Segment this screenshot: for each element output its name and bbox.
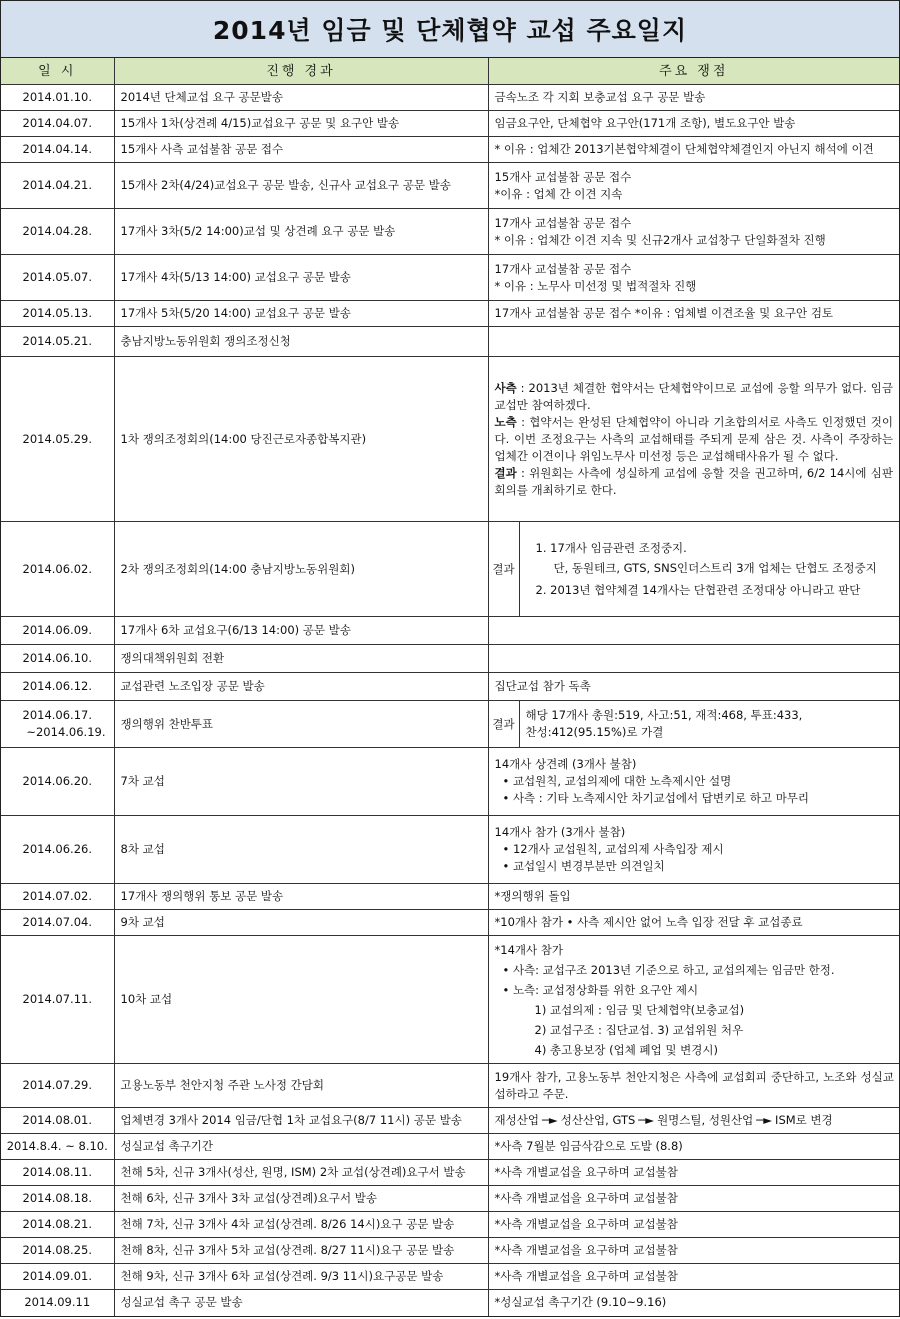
date-cell bbox=[1, 1290, 114, 1316]
date-text: 2014.04.28. bbox=[22, 224, 92, 238]
issues-cell bbox=[488, 1186, 899, 1212]
date-cell bbox=[1, 1064, 114, 1108]
issue-line: *사측 개별교섭을 요구하며 교섭불참 bbox=[494, 1243, 678, 1257]
date-cell bbox=[1, 522, 114, 617]
issue-line: * 이유 : 노무사 미선정 및 법적절차 진행 bbox=[494, 278, 697, 293]
progress-cell: 15개사 사측 교섭불참 공문 접수 bbox=[114, 137, 488, 163]
table-row bbox=[1, 301, 899, 327]
progress-cell: 15개사 1차(상견례 4/15)교섭요구 공문 및 요구안 발송 bbox=[114, 111, 488, 137]
progress-cell: 고용노동부 천안지청 주관 노사정 간담회 bbox=[114, 1064, 488, 1108]
date-cell bbox=[1, 1212, 114, 1238]
issue-line: *10개사 참가 • 사측 제시안 없어 노측 입장 전달 후 교섭종료 bbox=[494, 915, 803, 929]
issue-line: 14개사 상견례 (3개사 불참) bbox=[494, 757, 637, 771]
date-text: 2014.06.09. bbox=[22, 623, 92, 637]
issue-line: *사측 개별교섭을 요구하며 교섭불참 bbox=[494, 1165, 678, 1179]
progress-cell: 천해 8차, 신규 3개사 5차 교섭(상견례. 8/27 11시)요구 공문 발송 bbox=[114, 1238, 488, 1264]
result-line: 1. 17개사 임금관련 조정중지. bbox=[535, 540, 687, 555]
date-text: 2014.04.21. bbox=[22, 178, 92, 192]
table-row bbox=[1, 936, 899, 1064]
log-table-body bbox=[1, 85, 899, 1316]
date-cell bbox=[1, 85, 114, 111]
issue-line: 14개사 참가 (3개사 불참) bbox=[494, 825, 626, 839]
table-row bbox=[1, 111, 899, 137]
table-row bbox=[1, 1108, 899, 1134]
result-line: 찬성:412(95.15%)로 가결 bbox=[525, 725, 664, 739]
change-text: 원명스틸, 성원산업 bbox=[657, 1113, 754, 1127]
date-text: 2014.08.21. bbox=[22, 1217, 92, 1231]
table-row bbox=[1, 748, 899, 816]
date-cell bbox=[1, 816, 114, 884]
date-text: 2014.06.12. bbox=[22, 679, 92, 693]
change-text: 재성산업 bbox=[494, 1113, 539, 1127]
issues-cell bbox=[488, 910, 899, 936]
result-label: 결과 bbox=[489, 522, 520, 616]
progress-cell: 천해 9차, 신규 3개사 6차 교섭(상견례. 9/3 11시)요구공문 발송 bbox=[114, 1264, 488, 1290]
issues-cell bbox=[488, 357, 899, 522]
table-row bbox=[1, 645, 899, 673]
mediation-paragraph bbox=[495, 414, 894, 465]
table-row bbox=[1, 673, 899, 701]
issues-cell bbox=[488, 1064, 899, 1108]
issue-line: 1) 교섭의제 : 임금 및 단체협약(보충교섭) bbox=[534, 1002, 745, 1017]
mediation-text: : 협약서는 완성된 단체협약이 아니라 기초합의서로 사측도 인정했던 것이다. 이번 조정요구는 사측의 교섭해태를 주되게 문제 삼은 것. 사측이 주장하는 업체간 이견이나 위임노무사 미선정 등은 교섭해태사유가 될 수 없다. bbox=[494, 414, 893, 463]
progress-cell: 9차 교섭 bbox=[114, 910, 488, 936]
issue-line: * 이유 : 업체간 2013기본협약체결이 단체협약체결인지 아닌지 해석에 이견 bbox=[494, 142, 874, 156]
date-cell bbox=[1, 209, 114, 255]
date-text: 2014.08.25. bbox=[22, 1243, 92, 1257]
result-label: 결과 bbox=[489, 701, 520, 747]
issue-line: 집단교섭 참가 독촉 bbox=[494, 679, 591, 693]
result-line: 단, 동원테크, GTS, SNS인더스트리 3개 업체는 단협도 조정중지 bbox=[553, 560, 877, 575]
table-row bbox=[1, 357, 899, 522]
date-cell bbox=[1, 357, 114, 522]
date-text: 2014.08.18. bbox=[22, 1191, 92, 1205]
issues-cell bbox=[488, 701, 899, 748]
result-body bbox=[520, 701, 900, 747]
progress-cell: 8차 교섭 bbox=[114, 816, 488, 884]
issue-line: *14개사 참가 bbox=[494, 942, 563, 957]
progress-cell: 2차 쟁의조정회의(14:00 충남지방노동위원회) bbox=[114, 522, 488, 617]
table-row bbox=[1, 327, 899, 357]
mediation-paragraph bbox=[495, 380, 894, 414]
progress-cell: 7차 교섭 bbox=[114, 748, 488, 816]
issues-cell bbox=[488, 673, 899, 701]
date-cell bbox=[1, 1238, 114, 1264]
date-text: 2014.04.14. bbox=[22, 142, 92, 156]
issues-cell bbox=[488, 301, 899, 327]
arrow-right-icon: ─► bbox=[541, 1113, 558, 1127]
issues-cell bbox=[488, 1264, 899, 1290]
progress-cell: 쟁의행위 찬반투표 bbox=[114, 701, 488, 748]
date-text: 2014.09.01. bbox=[22, 1269, 92, 1283]
table-row bbox=[1, 137, 899, 163]
progress-cell: 업체변경 3개사 2014 임금/단협 1차 교섭요구(8/7 11시) 공문 발송 bbox=[114, 1108, 488, 1134]
progress-cell: 17개사 3차(5/2 14:00)교섭 및 상견례 요구 공문 발송 bbox=[114, 209, 488, 255]
date-cell bbox=[1, 1264, 114, 1290]
date-cell bbox=[1, 884, 114, 910]
progress-cell: 1차 쟁의조정회의(14:00 당진근로자종합복지관) bbox=[114, 357, 488, 522]
date-text: 2014.07.29. bbox=[22, 1078, 92, 1092]
date-text: 2014.08.01. bbox=[22, 1113, 92, 1127]
issue-line: *이유 : 업체 간 이견 지속 bbox=[494, 186, 623, 201]
issues-cell bbox=[488, 1238, 899, 1264]
date-text: 2014.04.07. bbox=[22, 116, 92, 130]
log-table bbox=[1, 58, 899, 1316]
result-line: 2. 2013년 협약체결 14개사는 단협관련 조정대상 아니라고 판단 bbox=[535, 582, 861, 597]
issues-cell bbox=[488, 137, 899, 163]
date-text: 2014.06.20. bbox=[22, 774, 92, 788]
date-cell bbox=[1, 617, 114, 645]
date-text: 2014.05.29. bbox=[22, 431, 92, 446]
progress-cell: 천해 6차, 신규 3개사 3차 교섭(상견례)요구서 발송 bbox=[114, 1186, 488, 1212]
table-row bbox=[1, 85, 899, 111]
date-text: 2014.09.11 bbox=[24, 1295, 91, 1310]
issues-cell bbox=[488, 111, 899, 137]
header-progress: 진행 경과 bbox=[114, 58, 488, 85]
change-text: 성산산업, GTS bbox=[560, 1113, 636, 1127]
issues-cell bbox=[488, 748, 899, 816]
date-text: 2014.8.4. ~ 8.10. bbox=[6, 1139, 108, 1153]
table-row bbox=[1, 884, 899, 910]
issues-cell bbox=[488, 884, 899, 910]
mediation-label: 사측 bbox=[494, 380, 517, 395]
date-text: 2014.06.02. bbox=[22, 561, 92, 576]
table-row bbox=[1, 163, 899, 209]
issue-line: *성실교섭 촉구기간 (9.10~9.16) bbox=[494, 1295, 667, 1310]
issues-cell bbox=[488, 163, 899, 209]
table-row bbox=[1, 1290, 899, 1316]
date-text: 2014.01.10. bbox=[22, 90, 92, 104]
issue-line: * 이유 : 업체간 이견 지속 및 신규2개사 교섭창구 단일화절차 진행 bbox=[494, 232, 826, 247]
result-box bbox=[489, 522, 900, 616]
table-row bbox=[1, 816, 899, 884]
progress-cell: 15개사 2차(4/24)교섭요구 공문 발송, 신규사 교섭요구 공문 발송 bbox=[114, 163, 488, 209]
table-row bbox=[1, 255, 899, 301]
date-text: 2014.05.13. bbox=[22, 306, 92, 320]
issues-cell bbox=[488, 85, 899, 111]
progress-cell: 성실교섭 촉구기간 bbox=[114, 1134, 488, 1160]
progress-cell: 17개사 5차(5/20 14:00) 교섭요구 공문 발송 bbox=[114, 301, 488, 327]
date-cell bbox=[1, 1160, 114, 1186]
document-title: 2014년 임금 및 단체협약 교섭 주요일지 bbox=[1, 1, 899, 58]
issue-line: 17개사 교섭불참 공문 접수 bbox=[494, 215, 632, 230]
mediation-label: 노측 bbox=[494, 414, 517, 429]
issue-line: *사측 개별교섭을 요구하며 교섭불참 bbox=[494, 1191, 678, 1205]
issue-line: 2) 교섭구조 : 집단교섭. 3) 교섭위원 처우 bbox=[534, 1022, 744, 1037]
result-box bbox=[489, 701, 900, 747]
progress-cell: 10차 교섭 bbox=[114, 936, 488, 1064]
table-row bbox=[1, 209, 899, 255]
issue-line: 17개사 교섭불참 공문 접수 *이유 : 업체별 이견조율 및 요구안 검토 bbox=[494, 306, 834, 320]
table-row bbox=[1, 1186, 899, 1212]
issue-line: *사측 개별교섭을 요구하며 교섭불참 bbox=[494, 1269, 678, 1283]
issues-cell bbox=[488, 1212, 899, 1238]
issues-cell bbox=[488, 645, 899, 673]
date-cell bbox=[1, 301, 114, 327]
date-cell bbox=[1, 1108, 114, 1134]
progress-cell: 교섭관련 노조입장 공문 발송 bbox=[114, 673, 488, 701]
issues-cell bbox=[488, 1290, 899, 1316]
mediation-label: 결과 bbox=[494, 465, 517, 480]
issues-cell bbox=[488, 936, 899, 1064]
issues-cell bbox=[488, 1134, 899, 1160]
progress-cell: 17개사 쟁의행위 통보 공문 발송 bbox=[114, 884, 488, 910]
table-row bbox=[1, 1160, 899, 1186]
progress-cell: 성실교섭 촉구 공문 발송 bbox=[114, 1290, 488, 1316]
issues-cell bbox=[488, 327, 899, 357]
progress-cell: 17개사 4차(5/13 14:00) 교섭요구 공문 발송 bbox=[114, 255, 488, 301]
date-cell bbox=[1, 137, 114, 163]
progress-cell: 충남지방노동위원회 쟁의조정신청 bbox=[114, 327, 488, 357]
issues-cell bbox=[488, 816, 899, 884]
date-text: 2014.06.17. bbox=[22, 708, 92, 722]
mediation-text: : 2013년 체결한 협약서는 단체협약이므로 교섭에 응할 의무가 없다. 임금교섭만 참여하겠다. bbox=[494, 380, 893, 412]
table-row bbox=[1, 1134, 899, 1160]
progress-cell: 천해 5차, 신규 3개사(성산, 원명, ISM) 2차 교섭(상견례)요구서 발송 bbox=[114, 1160, 488, 1186]
date-cell bbox=[1, 910, 114, 936]
progress-cell: 17개사 6차 교섭요구(6/13 14:00) 공문 발송 bbox=[114, 617, 488, 645]
table-row bbox=[1, 522, 899, 617]
issue-line: • 교섭원칙, 교섭의제에 대한 노측제시안 설명 bbox=[502, 774, 732, 788]
date-text: 2014.06.10. bbox=[22, 651, 92, 665]
result-line: 해당 17개사 총원:519, 사고:51, 재적:468, 투표:433, bbox=[525, 708, 803, 722]
date-cell bbox=[1, 111, 114, 137]
issue-line: *사측 개별교섭을 요구하며 교섭불참 bbox=[494, 1217, 678, 1231]
issue-line: 4) 총고용보장 (업체 폐업 및 변경시) bbox=[534, 1042, 718, 1057]
issue-line: • 12개사 교섭원칙, 교섭의제 사측입장 제시 bbox=[502, 842, 724, 856]
table-row bbox=[1, 1212, 899, 1238]
date-cell bbox=[1, 1134, 114, 1160]
issue-line: 15개사 교섭불참 공문 접수 bbox=[494, 169, 632, 184]
issue-line: • 노측: 교섭정상화를 위한 요구안 제시 bbox=[502, 982, 699, 997]
table-row bbox=[1, 701, 899, 748]
table-row bbox=[1, 617, 899, 645]
date-cell bbox=[1, 673, 114, 701]
arrow-right-icon: ─► bbox=[756, 1113, 773, 1127]
issue-line: 19개사 참가, 고용노동부 천안지청은 사측에 교섭회피 중단하고, 노조와 성실교섭하라고 주문. bbox=[494, 1069, 894, 1101]
date-cell bbox=[1, 748, 114, 816]
issue-line: • 교섭일시 변경부분만 의견일치 bbox=[502, 859, 665, 873]
date-text: 2014.06.26. bbox=[22, 842, 92, 856]
mediation-text: : 위원회는 사측에 성실하게 교섭에 응할 것을 권고하며, 6/2 14시에 심판회의를 개최하기로 한다. bbox=[494, 465, 893, 497]
date-text: 2014.07.04. bbox=[22, 915, 92, 929]
progress-cell: 쟁의대책위원회 전환 bbox=[114, 645, 488, 673]
date-text: 2014.07.11. bbox=[22, 992, 92, 1006]
date-cell bbox=[1, 1186, 114, 1212]
issue-line: *쟁의행위 돌입 bbox=[494, 889, 571, 903]
issue-line: 임금요구안, 단체협약 요구안(171개 조항), 별도요구안 발송 bbox=[494, 116, 796, 130]
issue-line: 17개사 교섭불참 공문 접수 bbox=[494, 261, 632, 276]
table-row bbox=[1, 1064, 899, 1108]
issues-cell bbox=[488, 255, 899, 301]
issue-line: 금속노조 각 지회 보충교섭 요구 공문 발송 bbox=[494, 90, 706, 104]
mediation-paragraph bbox=[495, 465, 894, 499]
arrow-right-icon: ─► bbox=[638, 1113, 655, 1127]
header-date: 일 시 bbox=[1, 58, 114, 85]
progress-cell: 2014년 단체교섭 요구 공문발송 bbox=[114, 85, 488, 111]
issue-line: • 사측 : 기타 노측제시안 차기교섭에서 답변키로 하고 마무리 bbox=[502, 791, 810, 805]
header-row bbox=[1, 58, 899, 85]
table-row bbox=[1, 1264, 899, 1290]
date-cell bbox=[1, 936, 114, 1064]
date-text: 2014.05.07. bbox=[22, 270, 92, 284]
date-cell bbox=[1, 255, 114, 301]
date-cell bbox=[1, 645, 114, 673]
date-cell bbox=[1, 163, 114, 209]
table-row bbox=[1, 910, 899, 936]
issue-line: *사측 7월분 임금삭감으로 도발 (8.8) bbox=[494, 1139, 683, 1153]
date-text: 2014.07.02. bbox=[22, 889, 92, 903]
issues-cell bbox=[488, 522, 899, 617]
date-text: 2014.05.21. bbox=[22, 334, 92, 348]
date-end-text: ~2014.06.19. bbox=[26, 725, 106, 739]
header-issues: 주요 쟁점 bbox=[488, 58, 899, 85]
date-cell bbox=[1, 327, 114, 357]
progress-cell: 천해 7차, 신규 3개사 4차 교섭(상견례. 8/26 14시)요구 공문 발송 bbox=[114, 1212, 488, 1238]
issues-cell bbox=[488, 617, 899, 645]
date-cell bbox=[1, 701, 114, 748]
issues-cell bbox=[488, 1160, 899, 1186]
issues-cell bbox=[488, 209, 899, 255]
issue-line: • 사측: 교섭구조 2013년 기준으로 하고, 교섭의제는 임금만 한정. bbox=[502, 962, 835, 977]
result-body bbox=[520, 522, 900, 616]
change-text: ISM로 변경 bbox=[775, 1113, 833, 1127]
date-text: 2014.08.11. bbox=[22, 1165, 92, 1179]
table-row bbox=[1, 1238, 899, 1264]
issues-cell bbox=[488, 1108, 899, 1134]
